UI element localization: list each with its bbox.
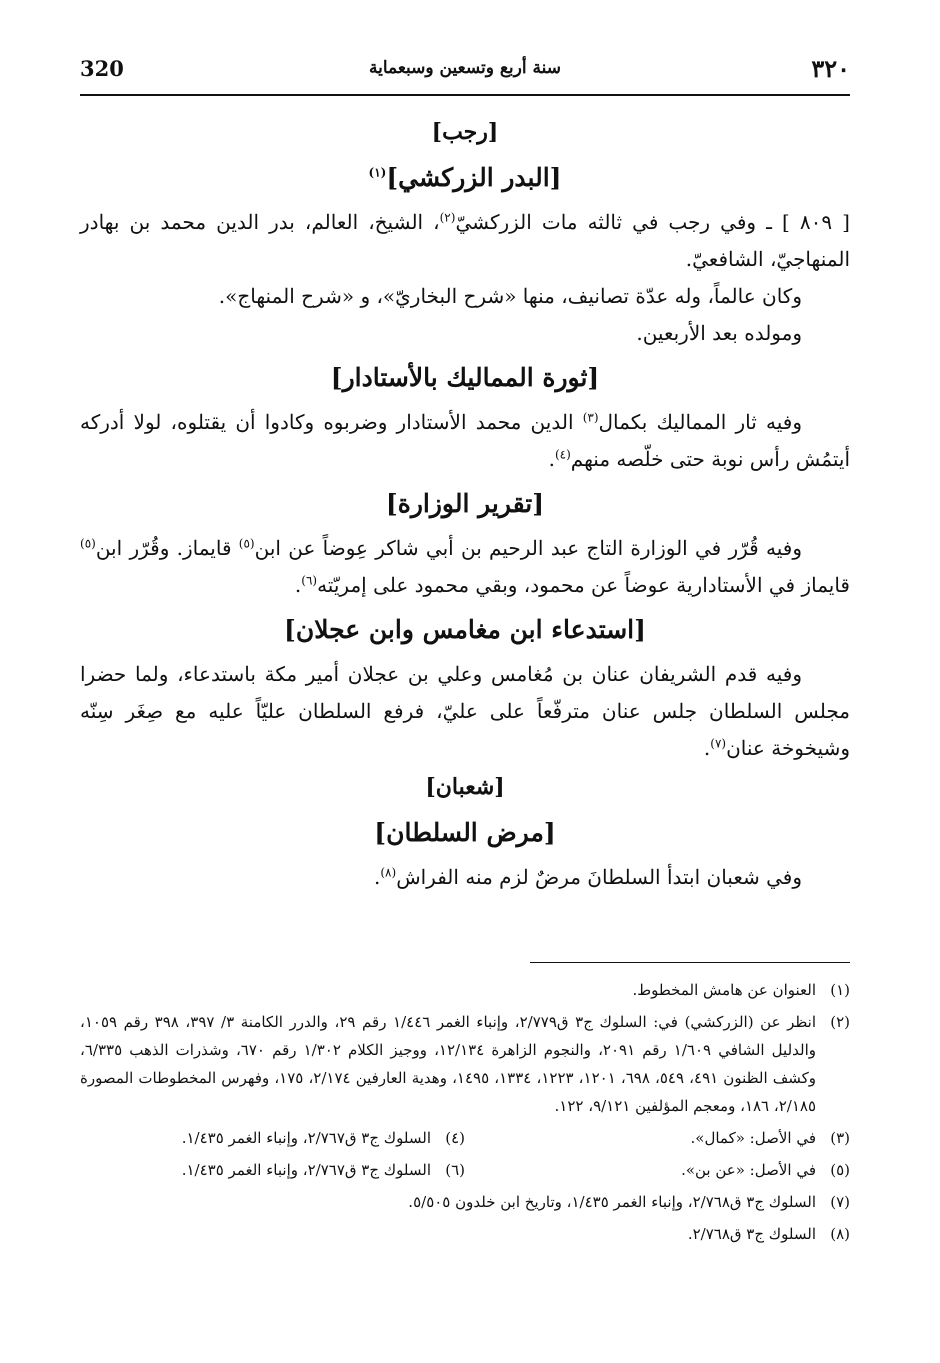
footnote <box>80 1156 465 1184</box>
footnote-number: (٦) <box>445 1161 465 1179</box>
footnote-ref[interactable]: (٧) <box>710 736 727 751</box>
paragraph-text: الدين محمد الأستادار وضربوه وكادوا أن يقتلوه، لولا أدركه أيتمُش رأس نوبة حتى خلّصه منهم <box>80 410 850 471</box>
main-text <box>80 112 850 896</box>
footnote-ref[interactable]: (١) <box>368 165 387 180</box>
footnote-number: (٧) <box>830 1193 850 1211</box>
footnote-text: السلوك ج٣ ق٢/٧٦٧، وإنباء الغمر ١/٤٣٥. <box>181 1161 431 1179</box>
footnote-text: انظر عن (الزركشي) في: السلوك ج٣ ق٢/٧٧٩، وإنباء الغمر ١/٤٤٦ رقم ٢٩، والدرر الكامنة ٣/ ٣٩٧، ٣٩٨ رقم ١٠٥٩، والدليل الشافي ١/٦٠٩ رقم ٢٠٩١، والنجوم الزاهرة ١٢/١٣٤، ووجيز الكلام ١/٣٠٢ رقم ٦٧٠، وشذرات الذهب ٦/٣٣٥، وكشف الظنون ٤٩١، ٥٤٩، ٦٩٨، ١٢٠١، ١٢٢٣، ١٣٣٤، ١٤٩٥، وهدية العارفين ٢/١٧٤، ١٧٥، وفهرس المخطوطات المصورة ٢/١٨٥، ١٨٦، ومعجم المؤلفين ٩/١٢١، ١٢٢. <box>80 1013 817 1115</box>
footnote-number: (٣) <box>830 1129 850 1147</box>
section-title: [تقرير الوزارة] <box>385 489 545 518</box>
paragraph-text: . <box>548 447 555 471</box>
footnote <box>80 976 850 1004</box>
footnote <box>80 1008 850 1120</box>
paragraph <box>80 859 850 896</box>
page-number-latin: 320 <box>80 56 124 81</box>
footnote-ref[interactable]: (٤) <box>554 447 571 462</box>
footnote-number: (١) <box>830 981 850 999</box>
page-header <box>80 48 850 96</box>
paragraph-text: . <box>374 865 381 889</box>
footnote-ref[interactable]: (٥) <box>238 536 255 551</box>
paragraph <box>80 204 850 278</box>
section-title: [استدعاء ابن مغامس وابن عجلان] <box>284 615 646 644</box>
paragraph: وكان عالماً، وله عدّة تصانيف، منها «شرح البخاريّ»، و «شرح المنهاج». <box>218 284 802 308</box>
footnote-number: (٥) <box>830 1161 850 1179</box>
page-number-arabic: ٣٢٠ <box>811 54 850 83</box>
footnote-ref[interactable]: (٢) <box>439 210 456 225</box>
footnote-ref[interactable]: (٨) <box>380 865 397 880</box>
paragraph-text: قايماز في الأستادارية عوضاً عن محمود، وبقي محمود على إمريّته <box>317 573 850 597</box>
footnote-pair <box>80 1156 850 1184</box>
section-title: [مرض السلطان] <box>374 818 556 847</box>
paragraph <box>80 404 850 478</box>
footnote-number: (٤) <box>445 1129 465 1147</box>
paragraph-text: . <box>294 573 302 597</box>
paragraph-text: [ ٨٠٩ ] ـ وفي رجب في ثالثه مات الزركشيّ <box>455 210 850 234</box>
running-title: سنة أربع وتسعين وسبعماية <box>369 58 561 78</box>
paragraph-text: . <box>703 736 711 760</box>
paragraph: ومولده بعد الأربعين. <box>636 321 802 345</box>
footnote-pair <box>80 1124 850 1152</box>
section-title-text: [البدر الزركشي] <box>386 163 562 192</box>
paragraph-text: ، الشيخ، العالم، بدر الدين محمد بن بهادر المنهاجيّ، الشافعيّ. <box>80 210 850 271</box>
footnote-ref[interactable]: (٣) <box>582 410 599 425</box>
footnote-text: العنوان عن هامش المخطوط. <box>632 981 816 999</box>
footnote-ref[interactable]: (٦) <box>301 573 318 588</box>
paragraph-text: وفي شعبان ابتدأ السلطانَ مرضٌ لزم منه الفراش <box>396 865 802 889</box>
footnote <box>80 1220 850 1248</box>
footnote <box>80 1124 465 1152</box>
paragraph-text: وفيه قدم الشريفان عنان بن مُغامس وعلي بن عجلان أمير مكة باستدعاء، ولما حضرا مجلس السلطان جلس عنان مترفّعاً على عليّ، فرفع السلطان عليّاً عليه مع صِغَر سِنّه وشيخوخة عنان <box>80 662 850 760</box>
footnote-number: (٢) <box>830 1013 850 1031</box>
footnotes <box>80 976 850 1248</box>
footnote-text: السلوك ج٣ ق٢/٧٦٨، وإنباء الغمر ١/٤٣٥، وتاريخ ابن خلدون ٥/٥٠٥. <box>408 1193 816 1211</box>
footnote-text: السلوك ج٣ ق٢/٧٦٨. <box>687 1225 816 1243</box>
footnote-text: في الأصل: «عن بن». <box>681 1161 816 1179</box>
footnote-number: (٨) <box>830 1225 850 1243</box>
section-title: [ثورة المماليك بالأستادار] <box>330 363 600 392</box>
footnote-text: في الأصل: «كمال». <box>690 1129 816 1147</box>
footnote-divider <box>530 962 850 963</box>
paragraph-text: وفيه قُرّر في الوزارة التاج عبد الرحيم بن أبي شاكر عِوضاً عن ابن <box>254 536 802 560</box>
footnote <box>465 1156 850 1184</box>
section-title <box>80 152 850 204</box>
month-heading-shaban: [شعبان] <box>425 774 505 800</box>
paragraph <box>80 530 850 604</box>
month-heading-rajab: [رجب] <box>431 119 499 145</box>
footnote <box>465 1124 850 1152</box>
paragraph-text: وفيه ثار المماليك بكمال <box>598 410 802 434</box>
paragraph <box>80 656 850 767</box>
footnote-ref[interactable]: (٥) <box>80 536 96 551</box>
paragraph-text: قايماز. وقُرّر ابن <box>95 536 239 560</box>
footnote <box>80 1188 850 1216</box>
footnote-text: السلوك ج٣ ق٢/٧٦٧، وإنباء الغمر ١/٤٣٥. <box>181 1129 431 1147</box>
